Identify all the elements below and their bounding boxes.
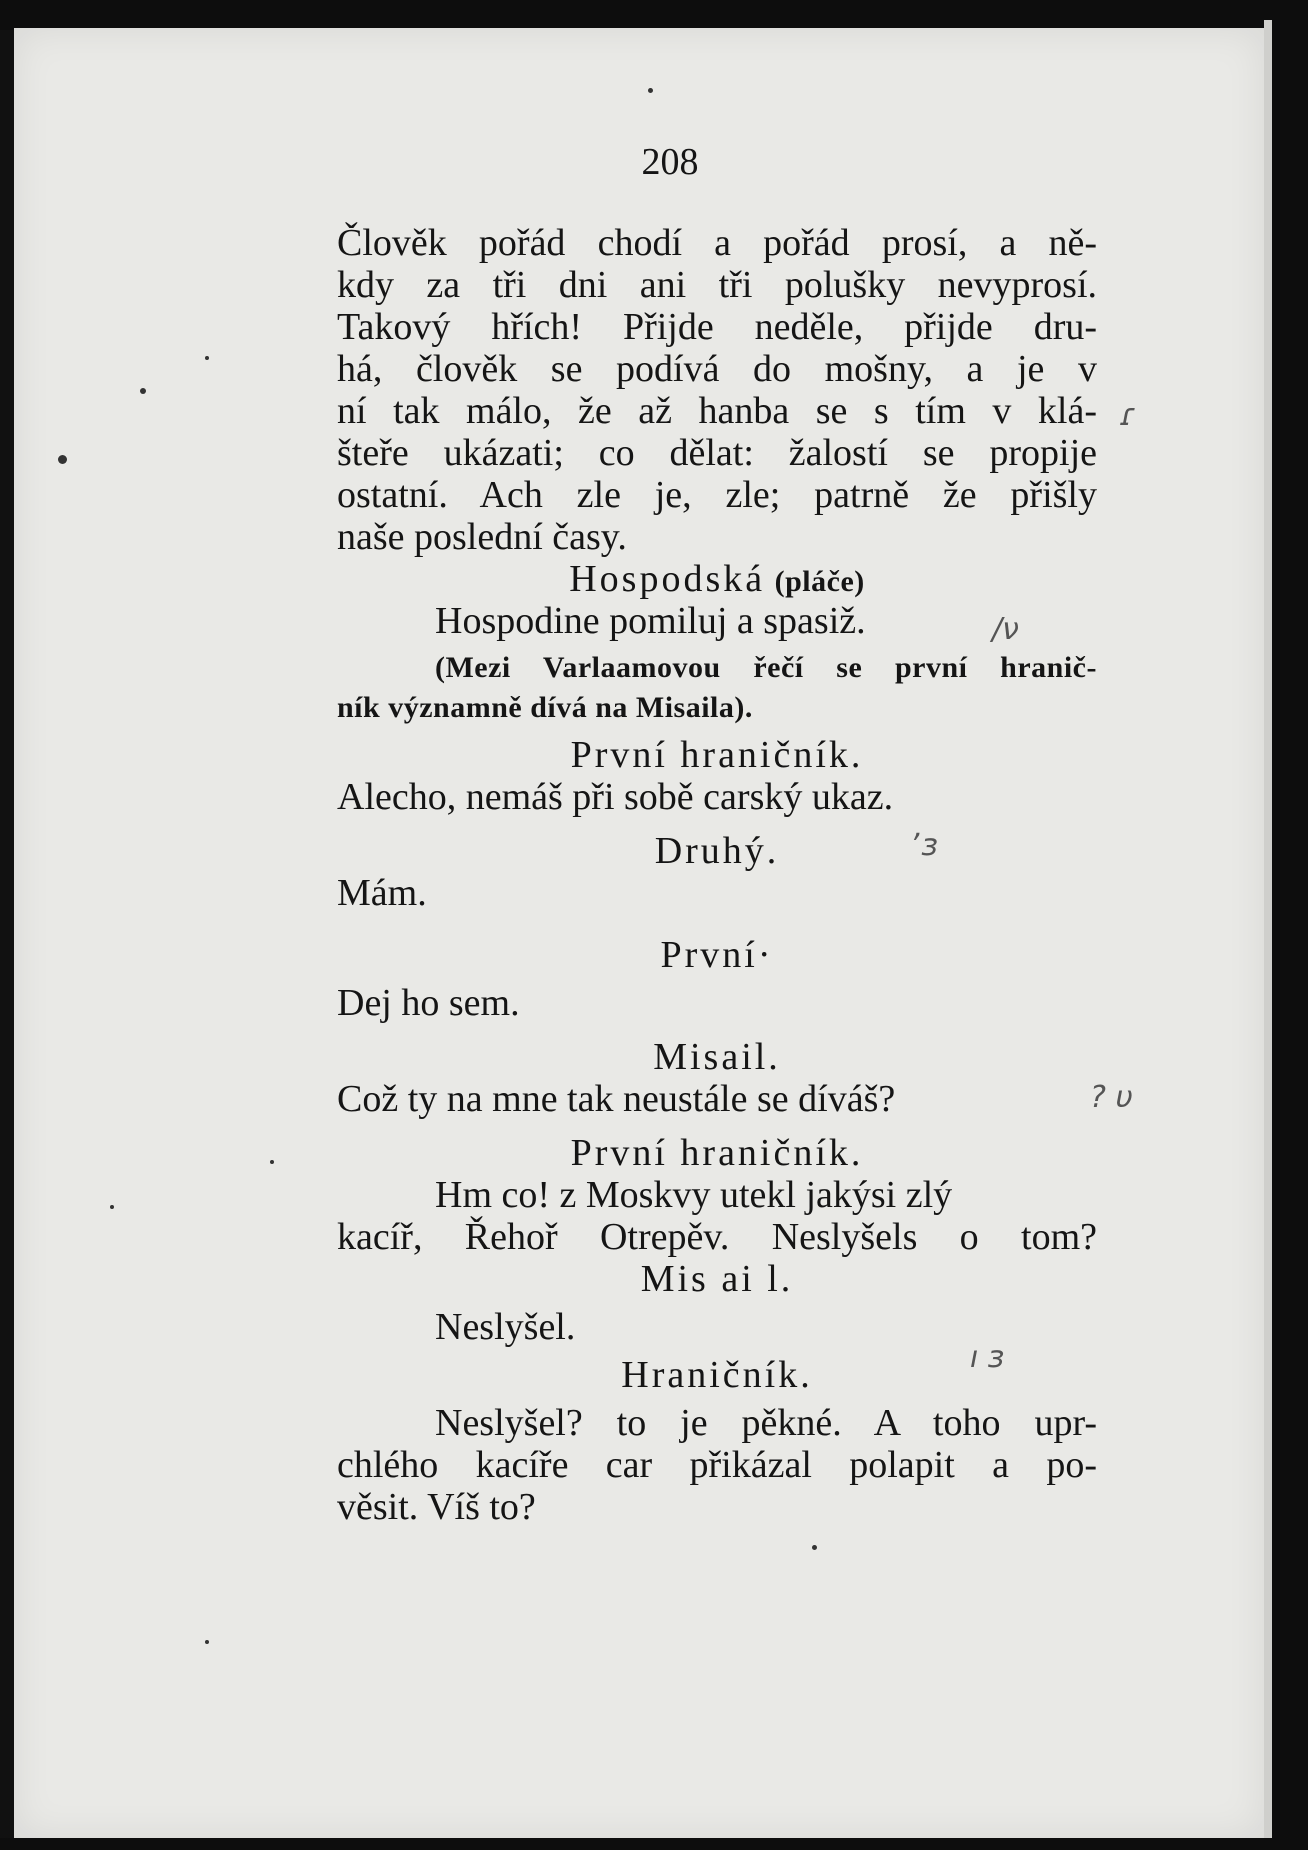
dialogue-line: chlého kacíře car přikázal polapit a po- bbox=[337, 1444, 1097, 1486]
speaker-heading: Druhý. bbox=[654, 830, 780, 872]
speaker-heading: Misail. bbox=[653, 1036, 781, 1078]
dialogue-line: Neslyšel. bbox=[435, 1306, 576, 1348]
prose-line: Člověk pořád chodí a pořád prosí, a ně- bbox=[337, 222, 1097, 264]
dialogue-line: Alecho, nemáš při sobě carský ukaz. bbox=[337, 776, 894, 818]
speaker-heading: První· bbox=[660, 934, 774, 976]
prose-line: ostatní. Ach zle je, zle; patrně že přišly bbox=[337, 474, 1097, 516]
stage-direction: ník významně dívá na Misaila). bbox=[337, 691, 753, 724]
scan-speck bbox=[648, 88, 653, 93]
scan-speck bbox=[140, 388, 146, 394]
margin-note: /ν bbox=[992, 612, 1019, 647]
stage-direction: (Mezi Varlaamovou řečí se první hranič- bbox=[435, 651, 1097, 684]
scan-border-bottom bbox=[0, 1838, 1308, 1850]
speaker-heading: Mis ai l. bbox=[640, 1258, 794, 1300]
dialogue-line: Hospodine pomiluj a spasiž. bbox=[435, 600, 866, 642]
scan-speck bbox=[270, 1160, 274, 1164]
speaker-heading bbox=[337, 558, 1097, 600]
speaker-heading: První hraničník. bbox=[570, 734, 864, 776]
speaker-name: Hospodská bbox=[569, 558, 766, 600]
stage-direction: (pláče) bbox=[774, 565, 865, 598]
prose-line: kdy za tři dni ani tři polušky nevyprosí. bbox=[337, 264, 1097, 306]
page-number: 208 bbox=[641, 141, 699, 183]
margin-note: ʼɜ bbox=[912, 828, 938, 863]
prose-line: ní tak málo, že až hanba se s tím v klá- bbox=[337, 390, 1097, 432]
dialogue-line: Hm co! z Moskvy utekl jakýsi zlý bbox=[435, 1174, 953, 1216]
margin-note: ɾ bbox=[1120, 398, 1136, 433]
scan-speck bbox=[205, 356, 209, 360]
prose-line: Takový hřích! Přijde neděle, přijde dru- bbox=[337, 306, 1097, 348]
prose-line: há, člověk se podívá do mošny, a je v bbox=[337, 348, 1097, 390]
prose-line: šteře ukázati; co dělat: žalostí se propije bbox=[337, 432, 1097, 474]
speaker-heading: Hraničník. bbox=[621, 1354, 813, 1396]
dialogue-line: kacíř, Řehoř Otrepěv. Neslyšels o tom? bbox=[337, 1216, 1097, 1258]
dialogue-line: Neslyšel? to je pěkné. A toho upr- bbox=[435, 1402, 1097, 1444]
dialogue-line: věsit. Víš to? bbox=[337, 1486, 536, 1528]
text-block bbox=[337, 222, 1097, 1528]
scan-speck bbox=[205, 1640, 209, 1644]
scan-speck bbox=[110, 1205, 114, 1209]
margin-note: ı ɜ bbox=[970, 1340, 1005, 1375]
scan-speck bbox=[812, 1545, 817, 1550]
dialogue-line: Což ty na mne tak neustále se díváš? bbox=[337, 1078, 896, 1120]
margin-note: ? υ bbox=[1090, 1080, 1133, 1115]
speaker-heading: První hraničník. bbox=[570, 1132, 864, 1174]
page-edge bbox=[1264, 20, 1272, 1850]
dialogue-line: Mám. bbox=[337, 872, 427, 914]
scan-border-right bbox=[1272, 0, 1308, 1850]
scan-border-top bbox=[0, 0, 1308, 30]
dialogue-line: Dej ho sem. bbox=[337, 982, 520, 1024]
scan-speck bbox=[58, 455, 67, 464]
prose-line: naše poslední časy. bbox=[337, 516, 627, 558]
